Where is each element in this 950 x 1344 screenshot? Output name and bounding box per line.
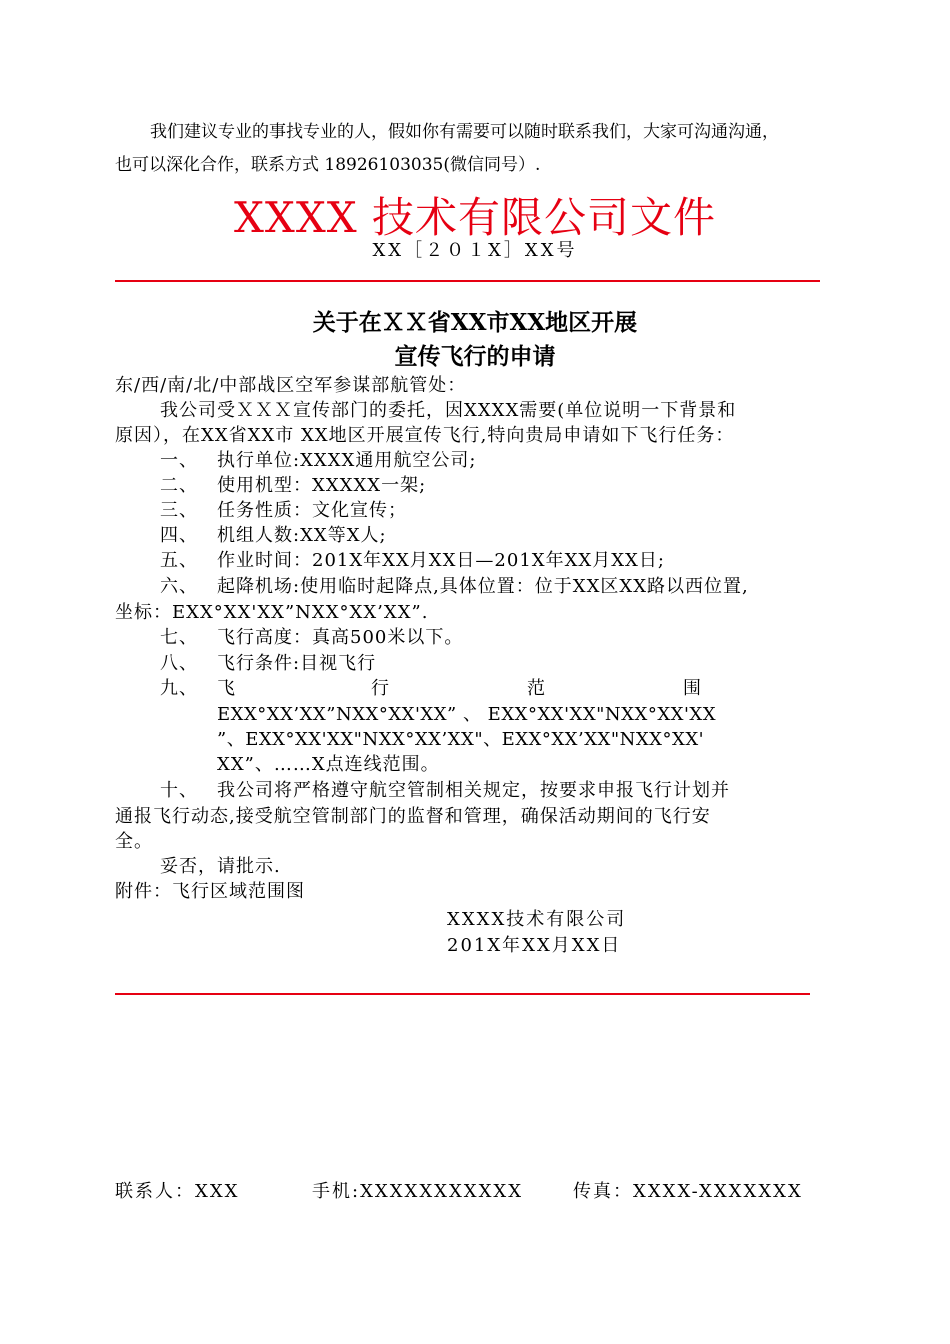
footer-divider	[115, 993, 810, 995]
item-num: 一、	[160, 450, 198, 471]
item-num: 十、	[160, 780, 198, 801]
intro-line-1: 我们建议专业的事找专业的人，假如你有需要可以随时联系我们，大家可沟通沟通，	[150, 122, 779, 142]
item9-word: 范	[527, 678, 546, 699]
item-num: 九、	[160, 678, 198, 699]
company-title: XXXX 技术有限公司文件	[234, 193, 716, 242]
item9-word: 围	[683, 678, 702, 699]
item-text: 起降机场:使用临时起降点,具体位置：位于XX区XX路以西位置,	[217, 576, 749, 597]
item-num: 三、	[160, 500, 198, 521]
item-text: 飞行条件:目视飞行	[217, 653, 377, 674]
item9-word: 行	[371, 678, 390, 699]
item-text: 作业时间：201X年XX月XX日—201X年XX月XX日;	[217, 550, 665, 571]
item-text: 我公司将严格遵守航空管制相关规定，按要求申报飞行计划并	[217, 780, 730, 801]
para1-line-1: 我公司受ＸＸＸ宣传部门的委托，因XXXX需要(单位说明一下背景和	[160, 400, 737, 421]
item-text: 通报飞行动态,接受航空管制部门的监督和管理，确保活动期间的飞行安	[115, 806, 711, 827]
document-title-line-1: 关于在ＸＸ省XX市XX地区开展	[312, 309, 638, 336]
document-number: XX［２０１X］XX号	[372, 240, 578, 261]
document-title-line-2: 宣传飞行的申请	[394, 343, 556, 370]
item9-coords-line: ”、EXX°XX'XX"NXX°XX’XX"、EXX°XX’XX"NXX°XX'	[217, 729, 705, 750]
attachment-note: 附件：飞行区域范围图	[115, 881, 305, 902]
item-text: 机组人数:XX等X人;	[217, 525, 387, 546]
item-num: 八、	[160, 653, 198, 674]
footer-contact: 联系人：XXX	[115, 1181, 240, 1202]
item9-coords-line: EXX°XX’XX”NXX°XX'XX” 、 EXX°XX'XX"NXX°XX'XX	[217, 704, 717, 725]
item-text: 执行单位:XXXX通用航空公司;	[217, 450, 477, 471]
header-divider	[115, 280, 820, 282]
intro-line-2: 也可以深化合作，联系方式 18926103035(微信同号）.	[115, 155, 541, 175]
item-num: 六、	[160, 576, 198, 597]
item9-word: 飞	[217, 678, 236, 699]
item-text: 任务性质：文化宣传；	[217, 500, 407, 521]
item-text: 全。	[115, 831, 153, 852]
item-text: 使用机型：XXXXX一架;	[217, 475, 427, 496]
footer-mobile: 手机:XXXXXXXXXXX	[312, 1181, 524, 1202]
item-num: 二、	[160, 475, 198, 496]
addressee: 东/西/南/北/中部战区空军参谋部航管处：	[115, 375, 467, 396]
item-num: 四、	[160, 525, 198, 546]
closing-request: 妥否，请批示.	[160, 856, 281, 877]
item-num: 五、	[160, 550, 198, 571]
signature-date: 201X年XX月XX日	[447, 935, 622, 956]
para1-line-2: 原因），在XX省XX市 XX地区开展宣传飞行,特向贵局申请如下飞行任务：	[115, 425, 735, 446]
footer-fax: 传真：XXXX-XXXXXXX	[573, 1181, 803, 1202]
item-text: 飞行高度：真高500米以下。	[217, 627, 464, 648]
signature-company: XXXX技术有限公司	[447, 909, 627, 930]
item-num: 七、	[160, 627, 198, 648]
item9-coords-line: XX”、……X点连线范围。	[217, 754, 440, 775]
item-text: 坐标：EXX°XX'XX”NXX°XX’XX”.	[115, 602, 429, 623]
